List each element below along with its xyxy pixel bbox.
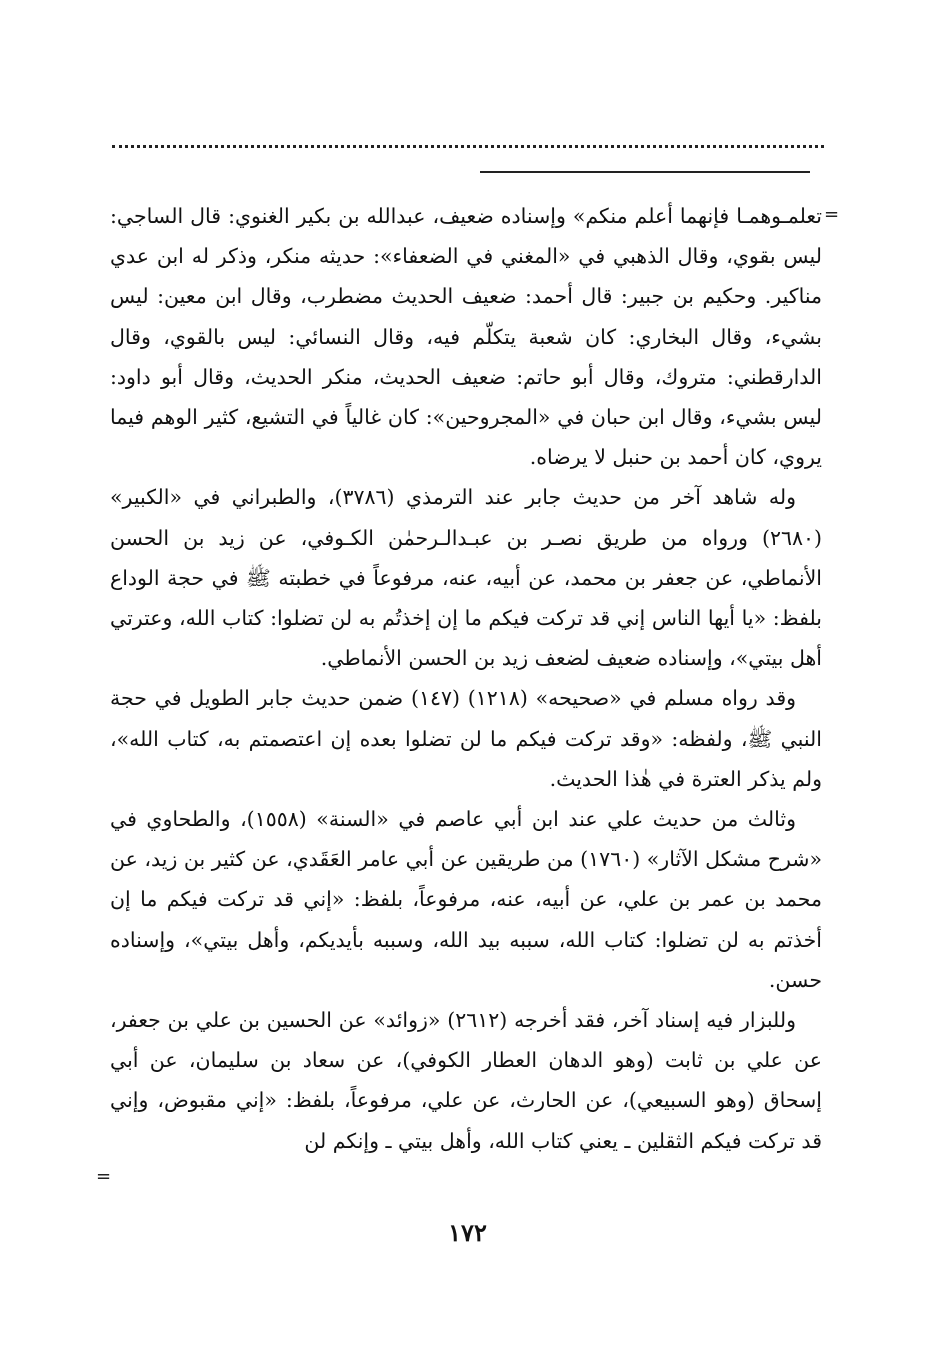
continuation-mark-end: = <box>96 1166 112 1187</box>
page-number: ١٧٢ <box>448 1218 487 1247</box>
footnote-paragraph-5: وللبزار فيه إسناد آخر، فقد أخرجه (٢٦١٢) «زوائد» عن الحسين بن علي بن جعفر، عن علي بن ثابت (وهو الدهان العطار الكوفي)، عن سعاد بن سليمان، عن أبي إسحاق (وهو السبيعي)، عن الحارث، عن علي، مرفوعاً، بلفظ: «إني مقبوض، وإني قد تركت فيكم الثقلين ـ يعني كتاب الله، وأهل بيتي ـ وإنكم لن <box>110 1008 822 1153</box>
footnote-paragraph-2: وله شاهد آخر من حديث جابر عند الترمذي (٣٧٨٦)، والطبراني في «الكبير» (٢٦٨٠) ورواه من طريق نصـر بن عبـدالـرحمٰن الكـوفي، عن زيد بن الحسن الأنماطي، عن جعفر بن محمد، عن أبيه، عنه، مرفوعاً في خطبته ﷺ في حجة الوداع بلفظ: «يا أيها الناس إني قد تركت فيكم ما إن إخذتُم به لن تضلوا: كتاب الله، وعترتي أهل بيتي»، وإسناده ضعيف لضعف زيد بن الحسن الأنماطي. <box>110 485 822 671</box>
footnote-paragraph-1: تعلمـوهمـا فإنهما أعلم منكم» وإسناده ضعيف، عبدالله بن بكير الغنوي: قال الساجي: ليس بقوي، وقال الذهبي في «المغني في الضعفاء»: حديثه منكر، وذكر له ابن عدي مناكير. وحكيم بن جبير: قال أحمد: ضعيف الحديث مضطرب، وقال ابن معين: ليس بشيء، وقال البخاري: كان شعبة يتكلّم فيه، وقال النسائي: ليس بالقوي، وقال الدارقطني: متروك، وقال أبو حاتم: ضعيف الحديث، منكر الحديث، وقال أبو داود: ليس بشيء، وقال ابن حبان في «المجروحين»: كان غالياً في التشيع، كثير الوهم فيما يروي، كان أحمد بن حنبل لا يرضاه. <box>110 204 822 470</box>
footnote-paragraph-3: وقد رواه مسلم في «صحيحه» (١٢١٨) (١٤٧) ضمن حديث جابر الطويل في حجة النبي ﷺ، ولفظه: «وقد تركت فيكم ما لن تضلوا بعده إن اعتصمتم به، كتاب الله»، ولم يذكر العترة في هٰذا الحديث. <box>110 686 822 791</box>
footnote-separator-dots <box>112 134 824 148</box>
continuation-mark-start: = <box>824 204 840 225</box>
footnote-separator-rule <box>480 171 810 173</box>
footnote-paragraph-4: وثالث من حديث علي عند ابن أبي عاصم في «السنة» (١٥٥٨)، والطحاوي في «شرح مشكل الآثار» (١٧٦٠) من طريقين عن أبي عامر العَقَدي، عن كثير بن زيد، عن محمد بن عمر بن علي، عن أبيه، عنه، مرفوعاً، بلفظ: «إني قد تركت فيكم ما إن أخذتم به لن تضلوا: كتاب الله، سببه بيد الله، وسببه بأيديكم، وأهل بيتي»، وإسناده حسن. <box>110 807 822 992</box>
footnote-text <box>110 196 822 1161</box>
